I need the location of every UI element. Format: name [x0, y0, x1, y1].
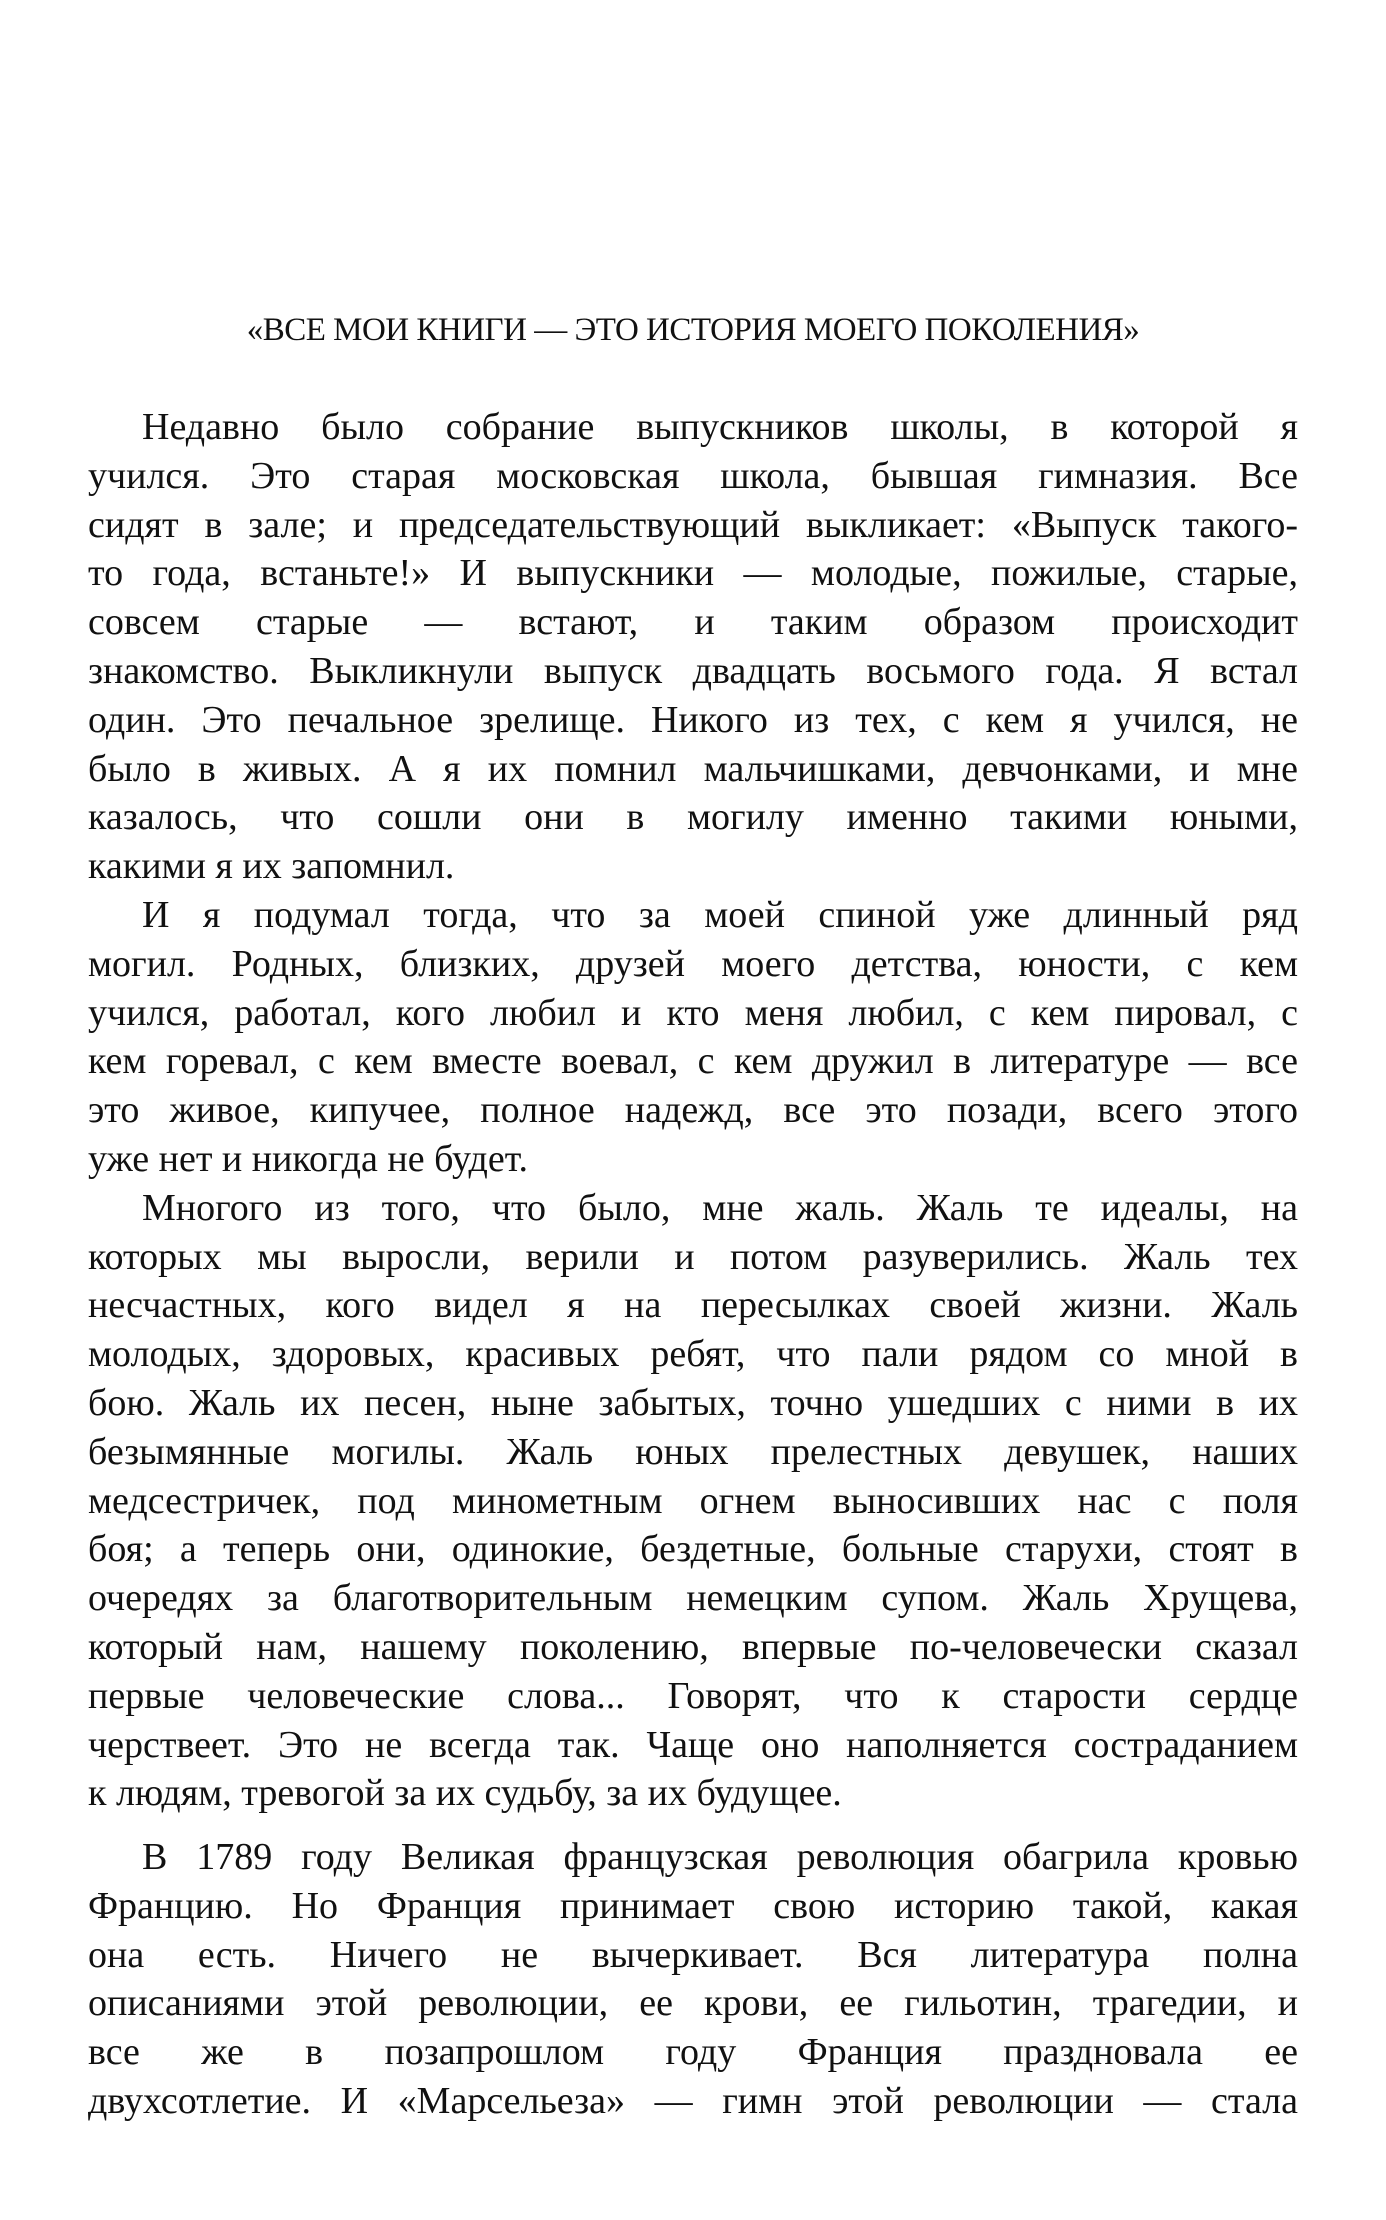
text-line: который нам, нашему поколению, впервые по-человечески сказал [88, 1625, 1298, 1668]
text-line: могил. Родных, близких, друзей моего детства, юности, с кем [88, 942, 1298, 985]
text-line: один. Это печальное зрелище. Никого из тех, с кем я учился, не [88, 698, 1298, 741]
text-line: описаниями этой революции, ее крови, ее гильотин, трагедии, и [88, 1982, 1298, 2025]
paragraph-group-1 [88, 403, 1298, 1818]
text-line: В 1789 году Великая французская революция обагрила кровью [142, 1836, 1298, 1878]
text-line: бою. Жаль их песен, ныне забытых, точно ушедших с ними в их [88, 1381, 1298, 1424]
text-line: совсем старые — встают, и таким образом происходит [88, 601, 1298, 644]
text-line: сидят в зале; и председательствующий выкликает: «Выпуск такого- [88, 503, 1298, 546]
text-line: Недавно было собрание выпускников школы, в которой я [142, 406, 1298, 448]
text-line: это живое, кипучее, полное надежд, все это позади, всего этого [88, 1089, 1298, 1132]
text-line: уже нет и никогда не будет. [88, 1137, 529, 1180]
text-line: учился, работал, кого любил и кто меня любил, с кем пировал, с [88, 991, 1298, 1034]
text-line: было в живых. А я их помнил мальчишками, девчонками, и мне [88, 747, 1298, 790]
text-line: знакомство. Выкликнули выпуск двадцать восьмого года. Я встал [88, 649, 1298, 692]
chapter-title: «ВСЕ МОИ КНИГИ — ЭТО ИСТОРИЯ МОЕГО ПОКОЛЕНИЯ» [246, 312, 1140, 348]
paragraph-group-2 [88, 1833, 1298, 2126]
text-line: черствеет. Это не всегда так. Чаще оно наполняется состраданием [88, 1723, 1298, 1766]
text-line: очередях за благотворительным немецким супом. Жаль Хрущева, [88, 1577, 1298, 1620]
text-line: все же в позапрошлом году Франция праздновала ее [88, 2031, 1298, 2074]
text-line: учился. Это старая московская школа, бывшая гимназия. Все [88, 454, 1298, 497]
text-line: Францию. Но Франция принимает свою историю такой, какая [88, 1884, 1298, 1927]
text-line: боя; а теперь они, одинокие, бездетные, больные старухи, стоят в [88, 1528, 1298, 1571]
text-line: казалось, что сошли они в могилу именно такими юными, [88, 796, 1298, 839]
text-line: И я подумал тогда, что за моей спиной уже длинный ряд [142, 893, 1298, 936]
text-line: первые человеческие слова... Говорят, что к старости сердце [88, 1674, 1298, 1717]
text-line: Многого из того, что было, мне жаль. Жаль те идеалы, на [142, 1186, 1298, 1229]
text-line: кем горевал, с кем вместе воевал, с кем дружил в литературе — все [88, 1040, 1298, 1083]
text-line: двухсотлетие. И «Марсельеза» — гимн этой революции — стала [88, 2079, 1298, 2122]
text-line: безымянные могилы. Жаль юных прелестных девушек, наших [88, 1430, 1298, 1473]
text-line: она есть. Ничего не вычеркивает. Вся литература полна [88, 1933, 1298, 1976]
text-line: к людям, тревогой за их судьбу, за их будущее. [88, 1772, 842, 1815]
text-line: медсестричек, под минометным огнем выносивших нас с поля [88, 1479, 1298, 1522]
text-line: то года, встаньте!» И выпускники — молодые, пожилые, старые, [88, 552, 1298, 595]
text-line: несчастных, кого видел я на пересылках своей жизни. Жаль [88, 1284, 1298, 1327]
text-line: молодых, здоровых, красивых ребят, что пали рядом со мной в [88, 1333, 1298, 1376]
text-line: которых мы выросли, верили и потом разуверились. Жаль тех [88, 1235, 1298, 1278]
text-line: какими я их запомнил. [88, 845, 455, 888]
